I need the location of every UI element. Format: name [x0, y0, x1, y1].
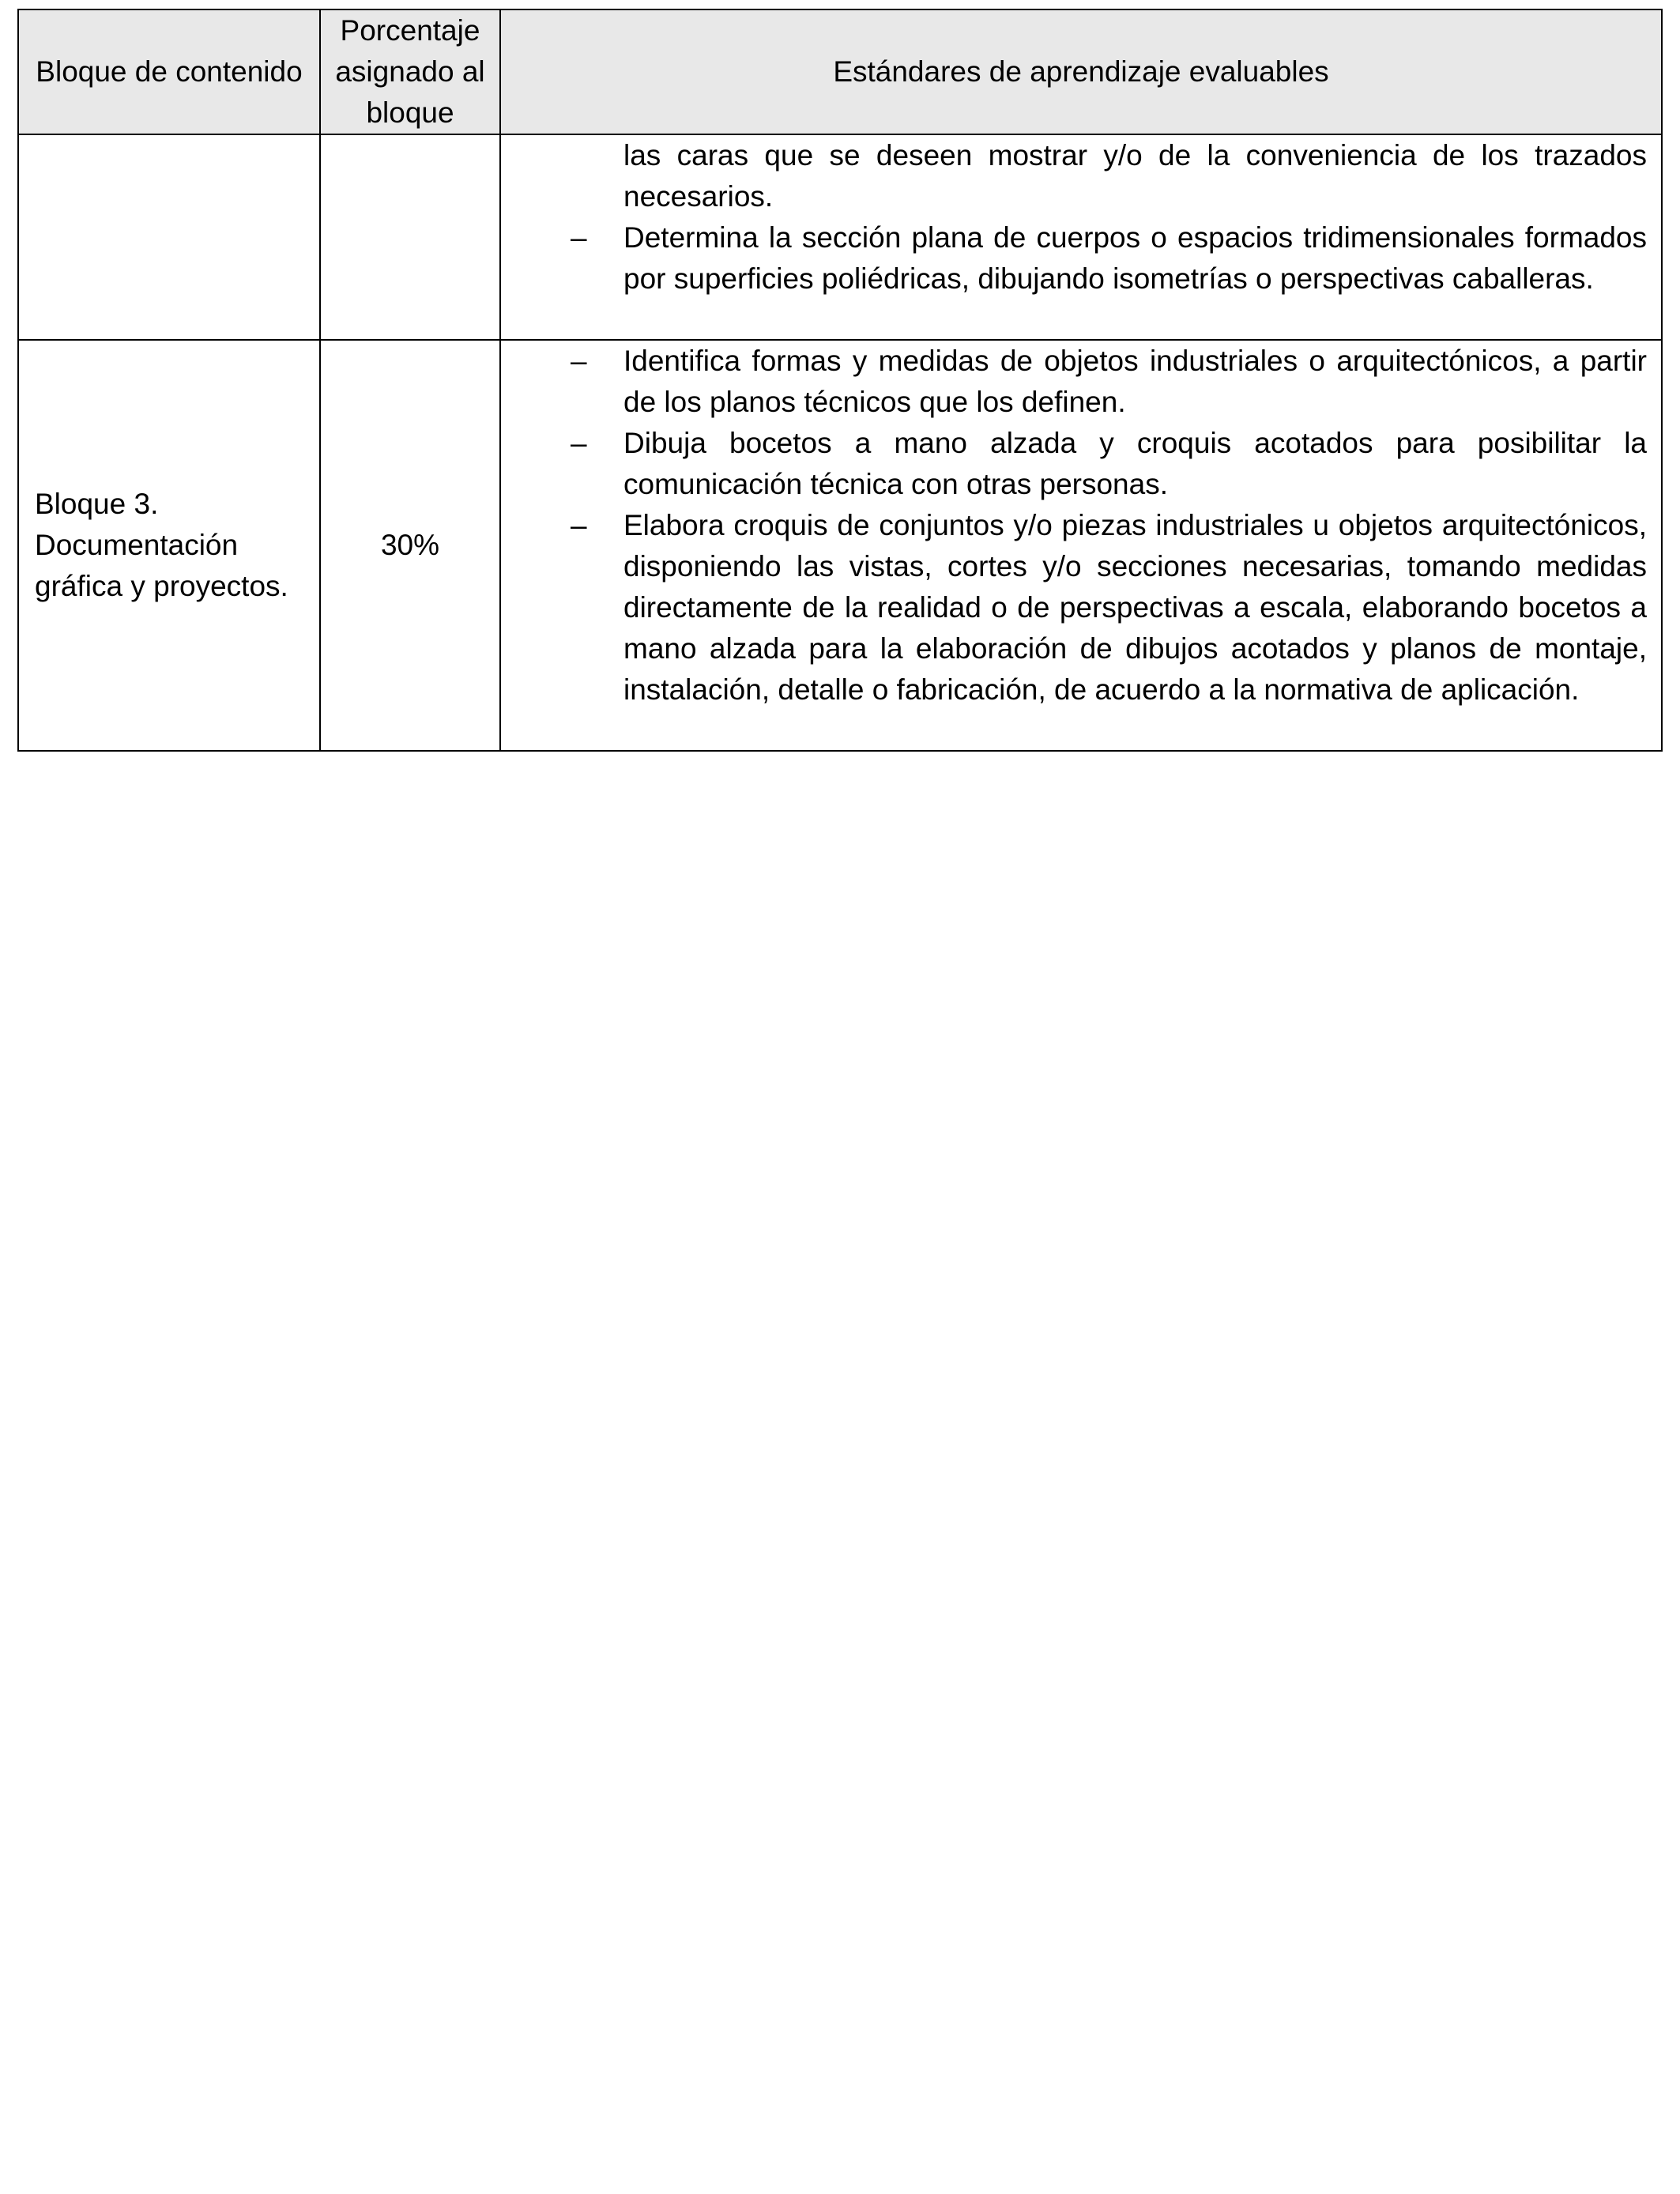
standard-item [501, 505, 1647, 711]
standard-text: Determina la sección plana de cuerpos o espacios tridimensionales formados por superficies poliédricas, dibujando isometrías o perspectivas caballeras. [623, 221, 1647, 295]
standard-item [501, 217, 1647, 300]
percentage-cell [320, 134, 500, 340]
dash-bullet: – [571, 509, 587, 541]
standard-text: Elabora croquis de conjuntos y/o piezas industriales u objetos arquitectónicos, disponiendo las vistas, cortes y/o secciones necesarias, tomando medidas directamente de la realidad o de perspectivas a escala, elaborando bocetos a mano alzada para la elaboración de dibujos acotados y planos de montaje, instalación, detalle o fabricación, de acuerdo a la normativa de aplicación. [623, 509, 1647, 706]
standard-item [501, 341, 1647, 423]
block-cell [18, 134, 320, 340]
percentage-cell: 30% [320, 340, 500, 751]
table-row [18, 340, 1662, 751]
block-cell: Bloque 3. Documentación gráfica y proyectos. [18, 340, 320, 751]
dash-bullet: – [571, 427, 587, 459]
standard-item [501, 423, 1647, 505]
header-percentage: Porcentaje asignado al bloque [320, 9, 500, 134]
header-block: Bloque de contenido [18, 9, 320, 134]
standard-item [501, 135, 1647, 217]
standards-table [17, 9, 1663, 752]
standard-text: Identifica formas y medidas de objetos industriales o arquitectónicos, a partir de los planos técnicos que los definen. [623, 345, 1647, 418]
standards-cell [500, 340, 1662, 751]
standard-text: las caras que se deseen mostrar y/o de la conveniencia de los trazados necesarios. [623, 139, 1647, 213]
dash-bullet: – [571, 345, 587, 377]
dash-bullet: – [571, 221, 587, 254]
table-header-row [18, 9, 1662, 134]
table-row [18, 134, 1662, 340]
standard-text: Dibuja bocetos a mano alzada y croquis acotados para posibilitar la comunicación técnica con otras personas. [623, 427, 1647, 500]
header-standards: Estándares de aprendizaje evaluables [500, 9, 1662, 134]
standards-cell [500, 134, 1662, 340]
